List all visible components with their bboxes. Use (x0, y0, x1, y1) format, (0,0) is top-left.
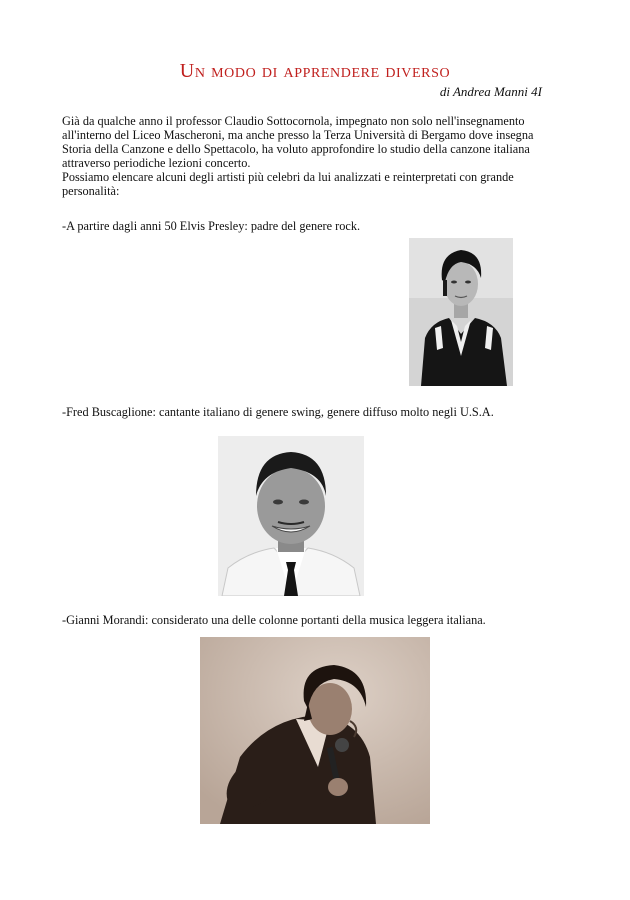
caption-elvis-presley: -A partire dagli anni 50 Elvis Presley: padre del genere rock. (62, 219, 361, 233)
elvis-presley-photo (409, 238, 513, 386)
caption-gianni-morandi: -Gianni Morandi: considerato una delle colonne portanti della musica leggera italiana. (62, 613, 486, 627)
fred-buscaglione-photo (218, 436, 364, 596)
intro-paragraph-2: Possiamo elencare alcuni degli artisti più celebri da lui analizzati e reinterpretati con grande personalità: (62, 170, 514, 198)
article-author: di Andrea Manni 4I (439, 84, 542, 99)
caption-fred-buscaglione: -Fred Buscaglione: cantante italiano di genere swing, genere diffuso molto negli U.S.A. (62, 405, 494, 419)
intro-text (62, 114, 562, 198)
article-title: Un modo di apprendere diverso (179, 60, 451, 82)
intro-paragraph-1: Già da qualche anno il professor Claudio Sottocornola, impegnato non solo nell'insegnamento all'interno del Liceo Mascheroni, ma anche presso la Terza Università di Bergamo dove insegna Storia della Canzone e dello Spettacolo, ha voluto approfondire lo studio della canzone italiana attraverso periodiche lezioni concerto. (62, 114, 534, 170)
gianni-morandi-photo (200, 637, 430, 824)
